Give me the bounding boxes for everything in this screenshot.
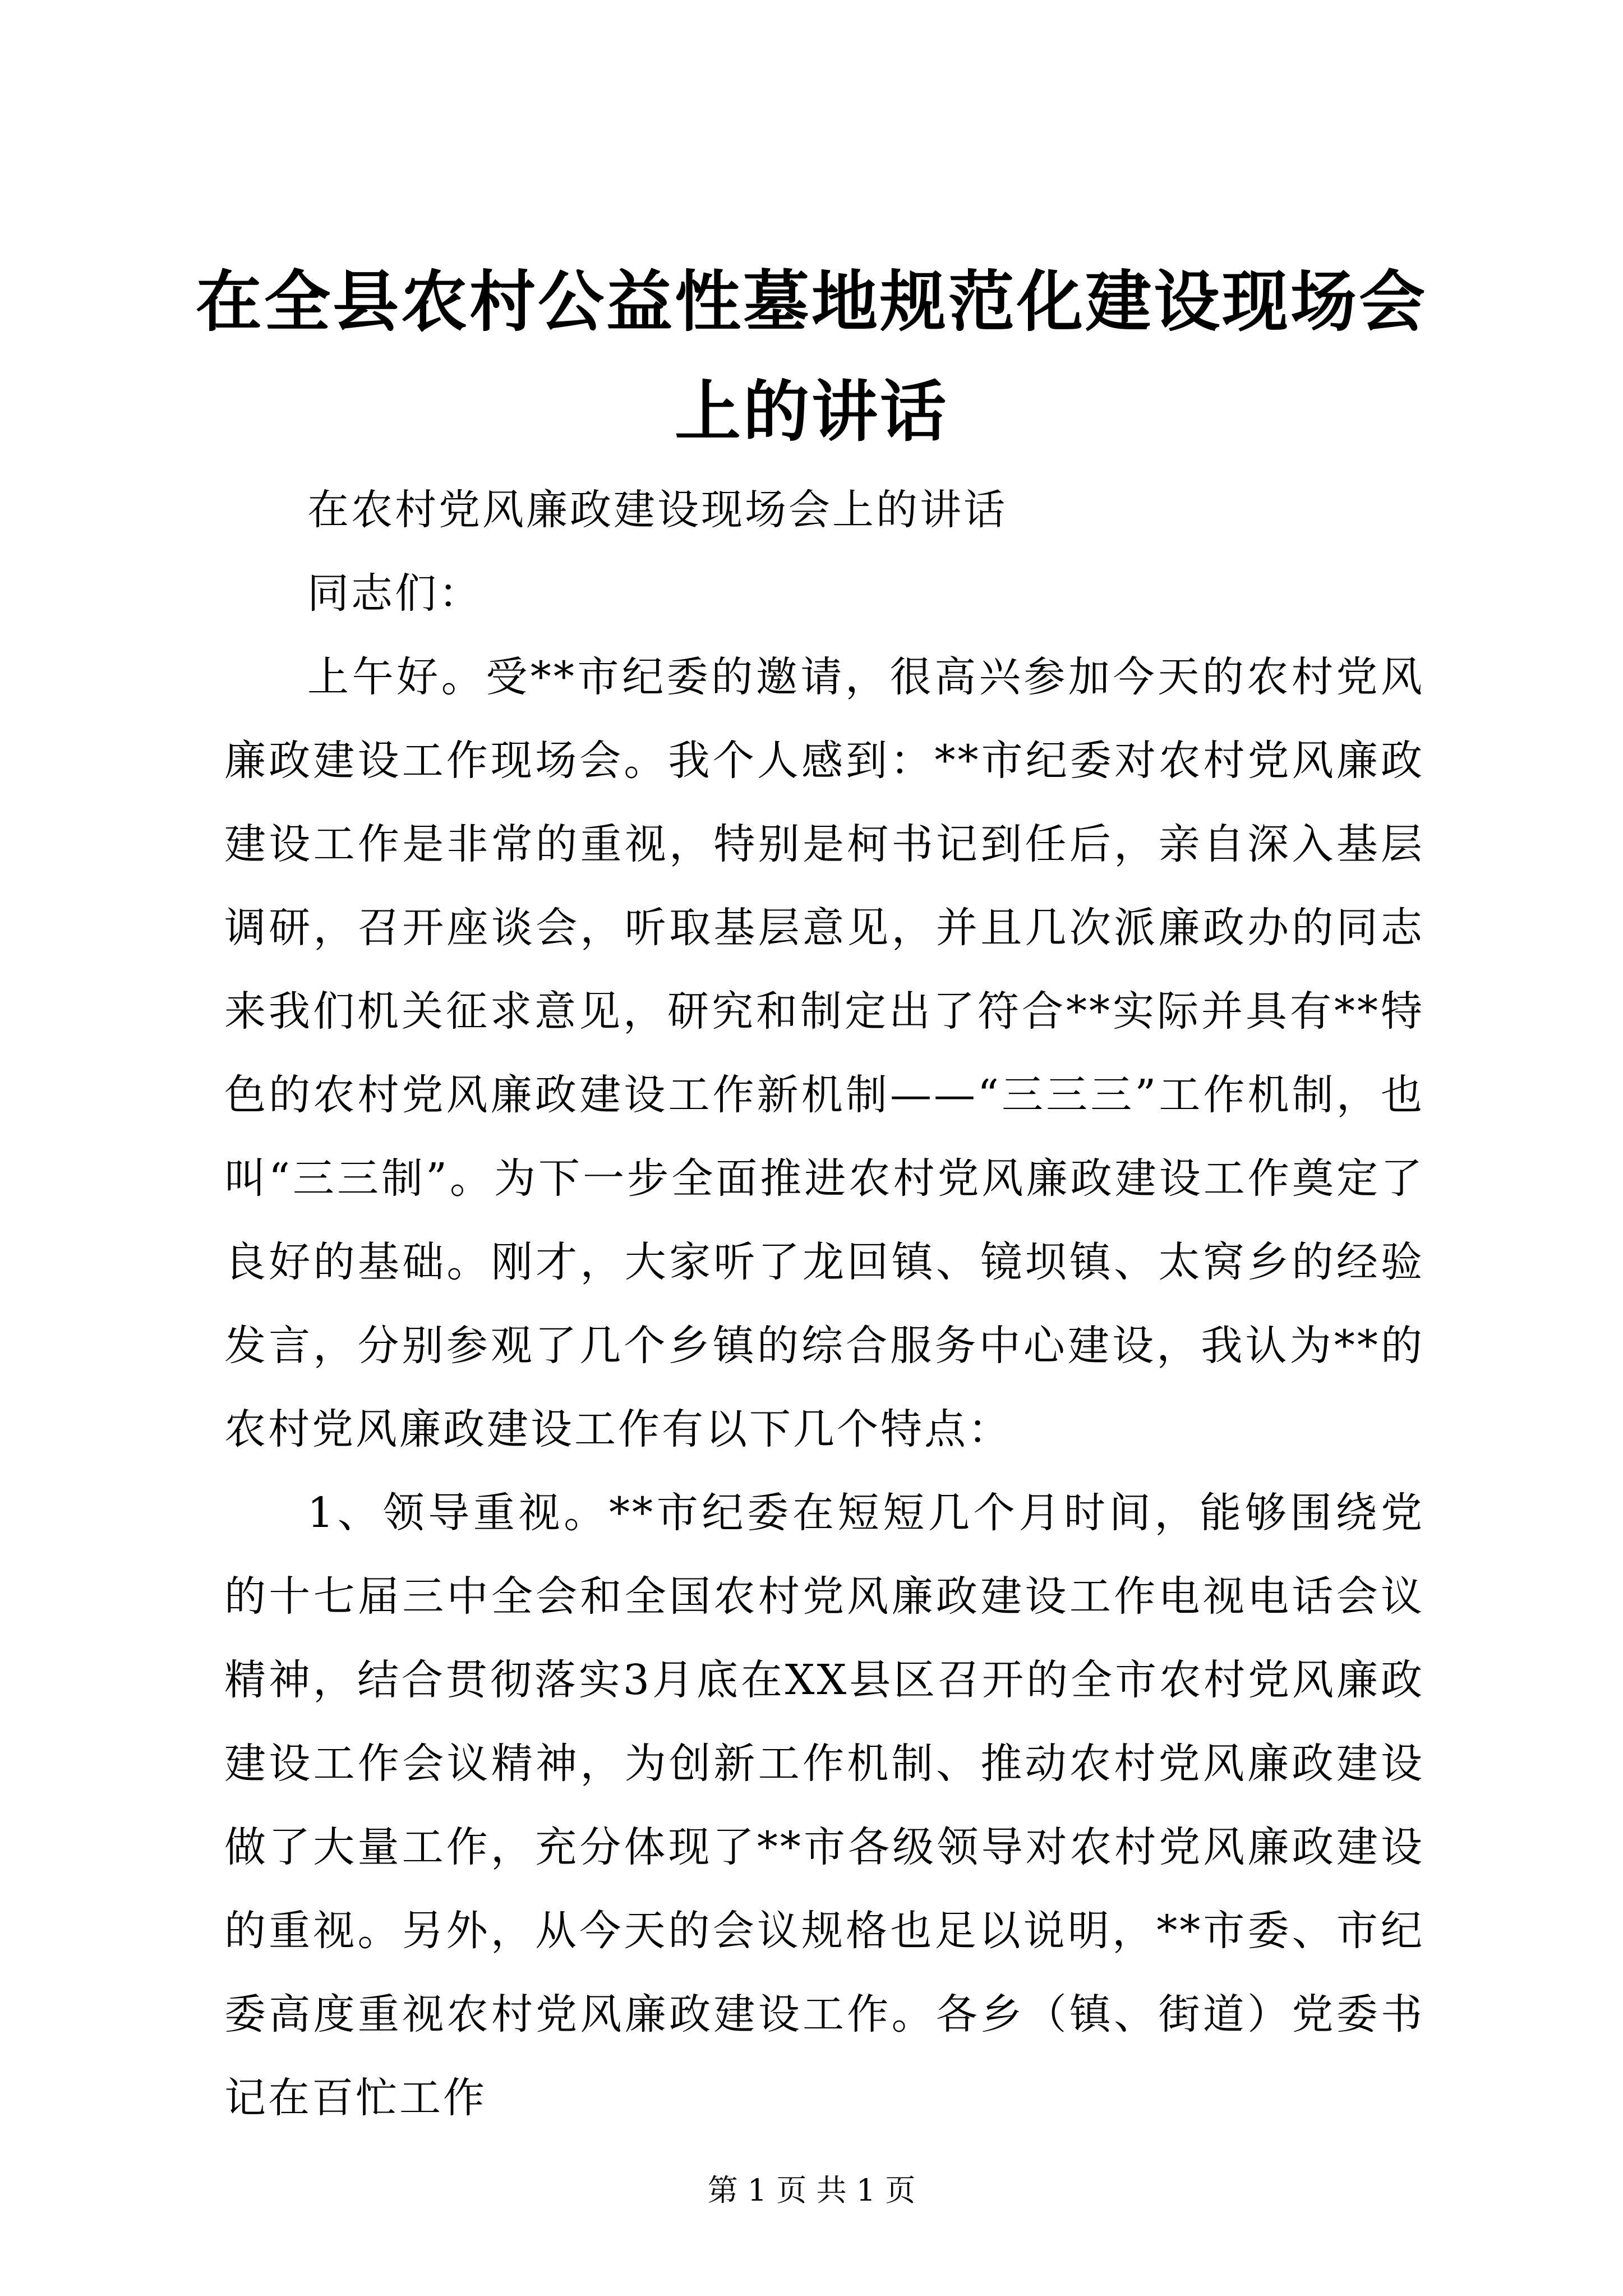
page-footer: 第 1 页 共 1 页 [707,2173,916,2208]
body-paragraph: 1、领导重视。**市纪委在短短几个月时间，能够围绕党的十七届三中全会和全国农村党风廉政建设工作电视电话会议精神，结合贯彻落实3月底在XX县区召开的全市农村党风廉政建设工作会议精神，为创新工作机制、推动农村党风廉政建设做了大量工作，充分体现了**市各级领导对农村党风廉政建设的重视。另外，从今天的会议规格也足以说明，**市委、市纪委高度重视农村党风廉政建设工作。各乡（镇、街道）党委书记在百忙工作 [224,1489,1424,2122]
document-body [224,468,1424,2140]
subtitle-paragraph: 在农村党风廉政建设现场会上的讲话 [307,486,1007,534]
document-title: 在全县农村公益性墓地规范化建设现场会上的讲话 [195,263,1427,450]
body-paragraph: 上午好。受**市纪委的邀请，很高兴参加今天的农村党风廉政建设工作现场会。我个人感到：**市纪委对农村党风廉政建设工作是非常的重视，特别是柯书记到任后，亲自深入基层调研，召开座谈会，听取基层意见，并且几次派廉政办的同志来我们机关征求意见，研究和制定出了符合**实际并具有**特色的农村党风廉政建设工作新机制——“三三三”工作机制，也叫“三三制”。为下一步全面推进农村党风廉政建设工作奠定了良好的基础。刚才，大家听了龙回镇、镜坝镇、太窝乡的经验发言，分别参观了几个乡镇的综合服务中心建设，我认为**的农村党风廉政建设工作有以下几个特点： [224,653,1424,1453]
salutation-paragraph: 同志们： [307,569,482,618]
